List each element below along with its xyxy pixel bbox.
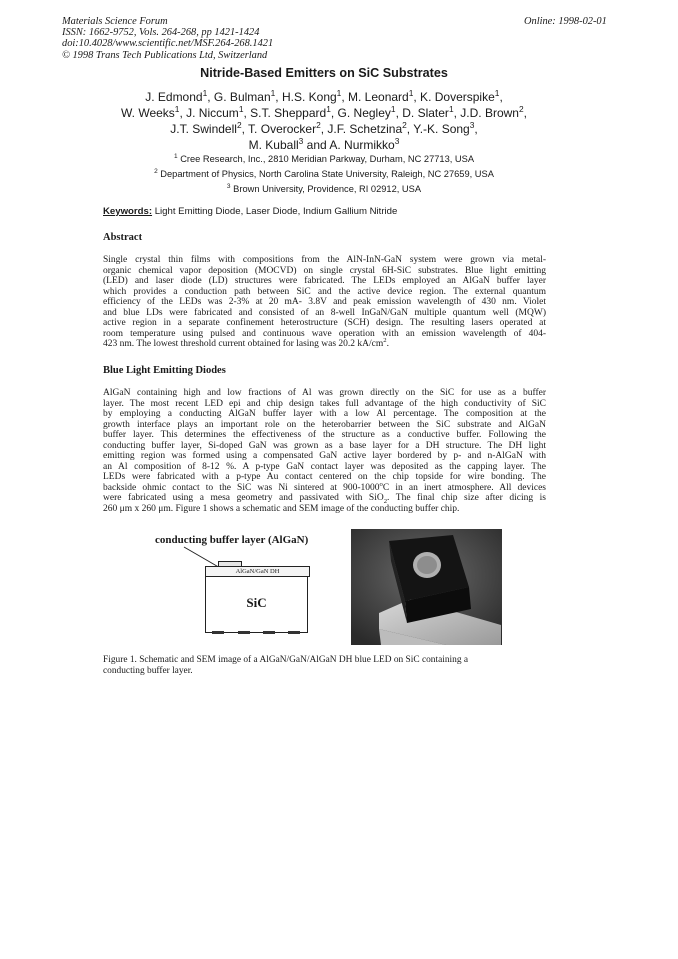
- text-line: emitting region was formed using a compensated GaN active layer bordered by p- and n-AlGaN with: [103, 451, 546, 462]
- contact-pad: [212, 631, 224, 634]
- text-line: Single crystal thin films with compositions from the AlN-InN-GaN system were grown via metal-: [103, 255, 546, 265]
- contact-pad: [238, 631, 250, 634]
- text-line: layer. The most recent LED epi and chip design takes full advantage of the high conductivity of SiC: [103, 398, 546, 409]
- caption-line: conducting buffer layer.: [103, 666, 193, 676]
- text-line: active region in a separate confinement heterostructure (SCH) design. The resulting lasers operated at: [103, 318, 546, 329]
- keywords: [103, 206, 397, 217]
- text-line: 423 nm. The lowest threshold current obtained for lasing was 20.2 $kA/cm^2$.: [103, 337, 389, 350]
- copyright-line: © 1998 Trans Tech Publications Ltd, Switzerland: [62, 49, 268, 61]
- text-line: which provides a conduction path between SiC and the active device region. The external quantum: [103, 286, 546, 297]
- text-line: by employing a conducting AlGaN buffer layer with a low Al percentage. The composition at the: [103, 409, 546, 420]
- author-list: [0, 89, 648, 153]
- abstract-heading: Abstract: [103, 232, 143, 243]
- abstract-body: [103, 255, 546, 350]
- text-line: growth interface plays an important role on the heterobarrier between the SiC substrate and AlGaN: [103, 419, 546, 430]
- schematic-title: conducting buffer layer (AlGaN): [155, 534, 309, 546]
- affiliation-3: $^3$ Brown University, Providence, RI 02912, USA: [226, 182, 422, 194]
- author-line: M. Kuball$^3$ and A. Nurmikko$^3$: [248, 136, 400, 152]
- author-line: W. Weeks$^1$, J. Niccum$^1$, S.T. Sheppard$^1$, G. Negley$^1$, D. Slater$^1$, J.D. Brown$^2$,: [121, 104, 527, 120]
- text-line: LEDs were fabricated with a p-type Au contact centered on the chip topside for wire bonding. The: [103, 472, 546, 483]
- caption-line: Figure 1. Schematic and SEM image of a AlGaN/GaN/AlGaN DH blue LED on SiC containing a: [103, 655, 469, 665]
- contact-pad: [263, 631, 275, 634]
- keywords-text: Light Emitting Diode, Laser Diode, Indium Gallium Nitride: [152, 206, 398, 217]
- issn-line: ISSN: 1662-9752, Vols. 264-268, pp 1421-1424: [62, 27, 260, 39]
- section-heading: Blue Light Emitting Diodes: [103, 365, 226, 376]
- paper-title: Nitride-Based Emitters on SiC Substrates: [200, 66, 448, 80]
- author-line: J. Edmond$^1$, G. Bulman$^1$, H.S. Kong$^1$, M. Leonard$^1$, K. Doverspike$^1$,: [145, 88, 503, 104]
- text-line: room temperature using pulsed and continuous wave operation with an emission wavelength of 404-: [103, 328, 546, 339]
- doi-line: doi:10.4028/www.scientific.net/MSF.264-268.1421: [62, 38, 274, 50]
- sem-image: [351, 529, 502, 645]
- contact-pad: [288, 631, 300, 634]
- author-line: J.T. Swindell$^2$, T. Overocker$^2$, J.F. Schetzina$^2$, Y.-K. Song$^3$,: [170, 120, 478, 136]
- sic-label: SiC: [246, 595, 267, 610]
- figure-caption: [103, 655, 553, 677]
- online-date: Online: 1998-02-01: [524, 16, 607, 27]
- text-line: conducting buffer layer, Si-doped GaN was grown as a base layer for a DH structure. The DH light: [103, 440, 546, 451]
- text-line: were fabricated using a mesa geometry and passivated with SiO$_2$. The final chip size after dicing is: [103, 493, 546, 506]
- section-body: [103, 388, 546, 515]
- text-line: 260 μm x 260 μm. Figure 1 shows a schematic and SEM image of the conducting buffer chip.: [103, 504, 460, 515]
- text-line: and blue LDs were fabricated and consisted of an 8-well InGaN/GaN multiple quantum well (MQW): [103, 307, 546, 318]
- text-line: (LED) and laser diode (LD) structures were fabricated. The LEDs employed an AlGaN buffer layer: [103, 276, 546, 287]
- affiliation-1: $^1$ Cree Research, Inc., 2810 Meridian Parkway, Durham, NC 27713, USA: [173, 152, 475, 164]
- text-line: AlGaN containing high and low fractions of Al was grown directly on the SiC for use as a buffer: [103, 388, 546, 398]
- text-line: backside ohmic contact to the SiC was Ni sintered at 900-1000$^o$C in an inert atmosphere. All devices: [103, 480, 546, 493]
- dh-layer: AlGaN/GaN DH: [205, 566, 310, 577]
- keywords-label: Keywords:: [103, 206, 153, 217]
- affiliation-2: $^2$ Department of Physics, North Carolina State University, Raleigh, NC 27659, USA: [154, 167, 494, 179]
- text-line: an Al composition of 8-12 %. A p-type GaN contact layer was deposited as the capping layer. The: [103, 461, 546, 472]
- journal-header: [62, 16, 273, 61]
- journal-name: Materials Science Forum: [62, 16, 168, 27]
- text-line: organic chemical vapor deposition (MOCVD) on single crystal 6H-SiC substrates. Blue light emitting: [103, 265, 546, 276]
- text-line: efficiency of the LEDs was 2-3% at 20 mA- 3.8V and peak emission wavelength of 430 nm. Violet: [103, 297, 546, 308]
- text-line: buffer layer. This determines the effectiveness of the structure as a conductive buffer. Following the: [103, 430, 546, 441]
